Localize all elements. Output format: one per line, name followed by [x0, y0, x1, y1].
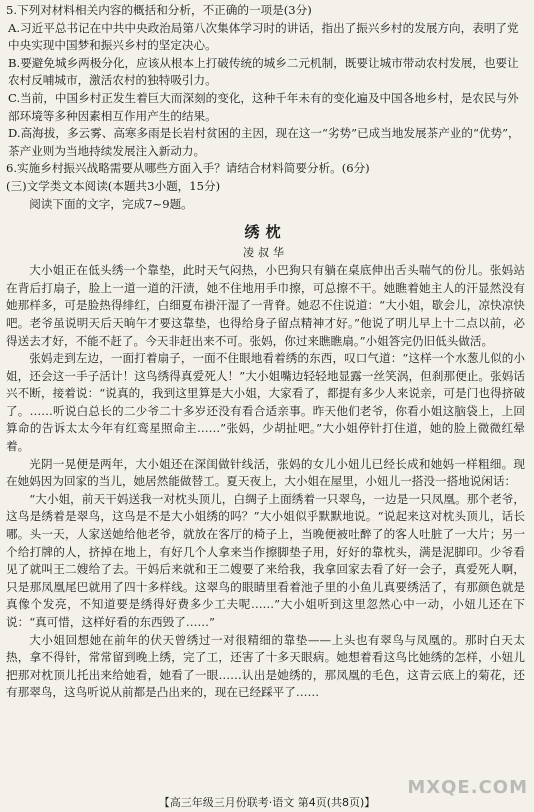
story-paragraph-5: 大小姐回想她在前年的伏天曾绣过一对很精细的靠垫——上头也有翠鸟与凤凰的。那时白天太热，拿不得针，常常留到晚上绣，完了工，还害了十多天眼病。她想着看这鸟比她绣的怎样，小妞儿把那对枕顶儿托出来给她看，她看了一眼……认出是她绣的，那凤凰的毛色，这青云底上的菊花，还有那翠鸟，这鸟听说从前都是凸出来的，现在已经踩平了……	[6, 632, 525, 700]
option-a: A.习近平总书记在中共中央政治局第八次集体学习时的讲话，指出了振兴乡村的发展方向，表明了党中央实现中国梦和振兴乡村的坚定决心。	[8, 20, 519, 53]
story-title: 绣枕	[244, 223, 287, 242]
story-paragraph-4: “大小姐，前天干妈送我一对枕头顶儿，白绸子上面绣着一只翠鸟，一边是一只凤凰。那个老爷，这鸟是绣着是翠鸟，这鸟是不是大小姐绣的吗？”大小姐似乎默默地说。“说起来这对枕头顶儿，话长哪。头一天，人家送她给他老爷，就放在客厅的椅子上，当晚便被吐醉了的客人吐脏了一大片；另一个给打牌的人，挤掉在地上，有好几个人拿来当作擦脚垫子用，好好的靠枕头，满是泥脚印。少爷看见了就叫王二嫂给了去。干妈后来就和王二嫂要了来给我，我拿回家去看了好一会子，真爱死人啊，只是那凤凰尾巴就用了四十多样线。这翠鸟的眼睛里看着池子里的小鱼儿真要绣活了，有那颜色就是真像个发亮，不知道要是绣得好费多少工夫呢……”大小姐听到这里忽然心中一动，小妞儿还在下说：“真可惜，这样好看的东西毁了……”	[6, 491, 525, 629]
reading-instruction: 阅读下面的文字，完成7~9题。	[29, 196, 193, 211]
story-author: 凌叔华	[243, 246, 288, 260]
option-b: B.要避免城乡两极分化，应该从根本上打破传统的城乡二元机制，既要让城市带动农村发展，也要让农村反哺城市，激活农村的独特吸引力。	[8, 55, 519, 88]
section-heading: (三)文学类文本阅读(本题共3小题，15分)	[6, 178, 221, 193]
story-paragraph-1: 大小姐正在低头绣一个靠垫，此时天气闷热，小巴狗只有躺在桌底伸出舌头喘气的份儿。张妈站在背后打扇子，脸上一道一道的汗渍，她不住地用手巾擦，可总擦不干。她瞧着她主人的汗显然没有她那样多，可是脸热得绯红，白细夏布褂汗湿了一背脊。她忍不住说道：“大小姐，歇会儿，凉快凉快吧。老爷虽说明天后天晌午才要这靠垫，也得给身子留点精神才好。”他说了明儿早上十二点以前，必得送去才好，不能不赶了。今天非赶出来不可。张妈，你过来瞧瞧扇。”小姐答完仍旧低头做活。	[6, 263, 525, 348]
story-paragraph-3: 光阴一晃便是两年，大小姐还在深闺做针线活，张妈的女儿小妞儿已经长成和她妈一样粗细。现在她妈因为回家的当儿，她居然能做替工。夏天夜上，大小姐在屋里，小妞儿一搭没一搭地说闲话：	[6, 456, 525, 489]
watermark-logo: MXQE.COM	[407, 777, 528, 798]
option-c: C.当前，中国乡村正发生着巨大而深刻的变化，这种千年未有的变化遍及中国各地乡村，是农民与外部环境等多种因素相互作用产生的结果。	[8, 90, 519, 123]
question-5-stem: 5.下列对材料相关内容的概括和分析，不正确的一项是(3分)	[6, 3, 312, 17]
story-paragraph-2: 张妈走到左边，一面打着扇子，一面不住眼地看着绣的东西，叹口气道：“这样一个水葱儿似的小姐，还会这一手子活计！这鸟绣得真爱死人！”大小姐嘴边轻轻地显露一丝笑涡，但刹那便止。张妈话兴不断，接着说：“说真的，我到这里算是大小姐，大家看了，都提有多少人来说亲，可是门也得挤破了。……听说白总长的二少爷二十多岁还没有看合适亲事。昨天他们老爷，你看小姐这脑袋上，上回算命的告诉太太今年有红鸾星照命主……”张妈，少胡扯吧。”大小姐停针打住道，她的脸上微微红晕着。	[6, 351, 525, 454]
page-footer: 【高三年级三月份联考·语文 第4页(共8页)】	[158, 796, 376, 809]
option-d: D.高海拔，多云雾、高寒多雨是长岩村贫困的主因，现在这一“劣势”已成当地发展茶产业的“优势”，茶产业则为当地持续发展注入新动力。	[8, 126, 520, 158]
question-6: 6.实施乡村振兴战略需要从哪些方面入手？请结合材料简要分析。(6分)	[6, 161, 370, 176]
